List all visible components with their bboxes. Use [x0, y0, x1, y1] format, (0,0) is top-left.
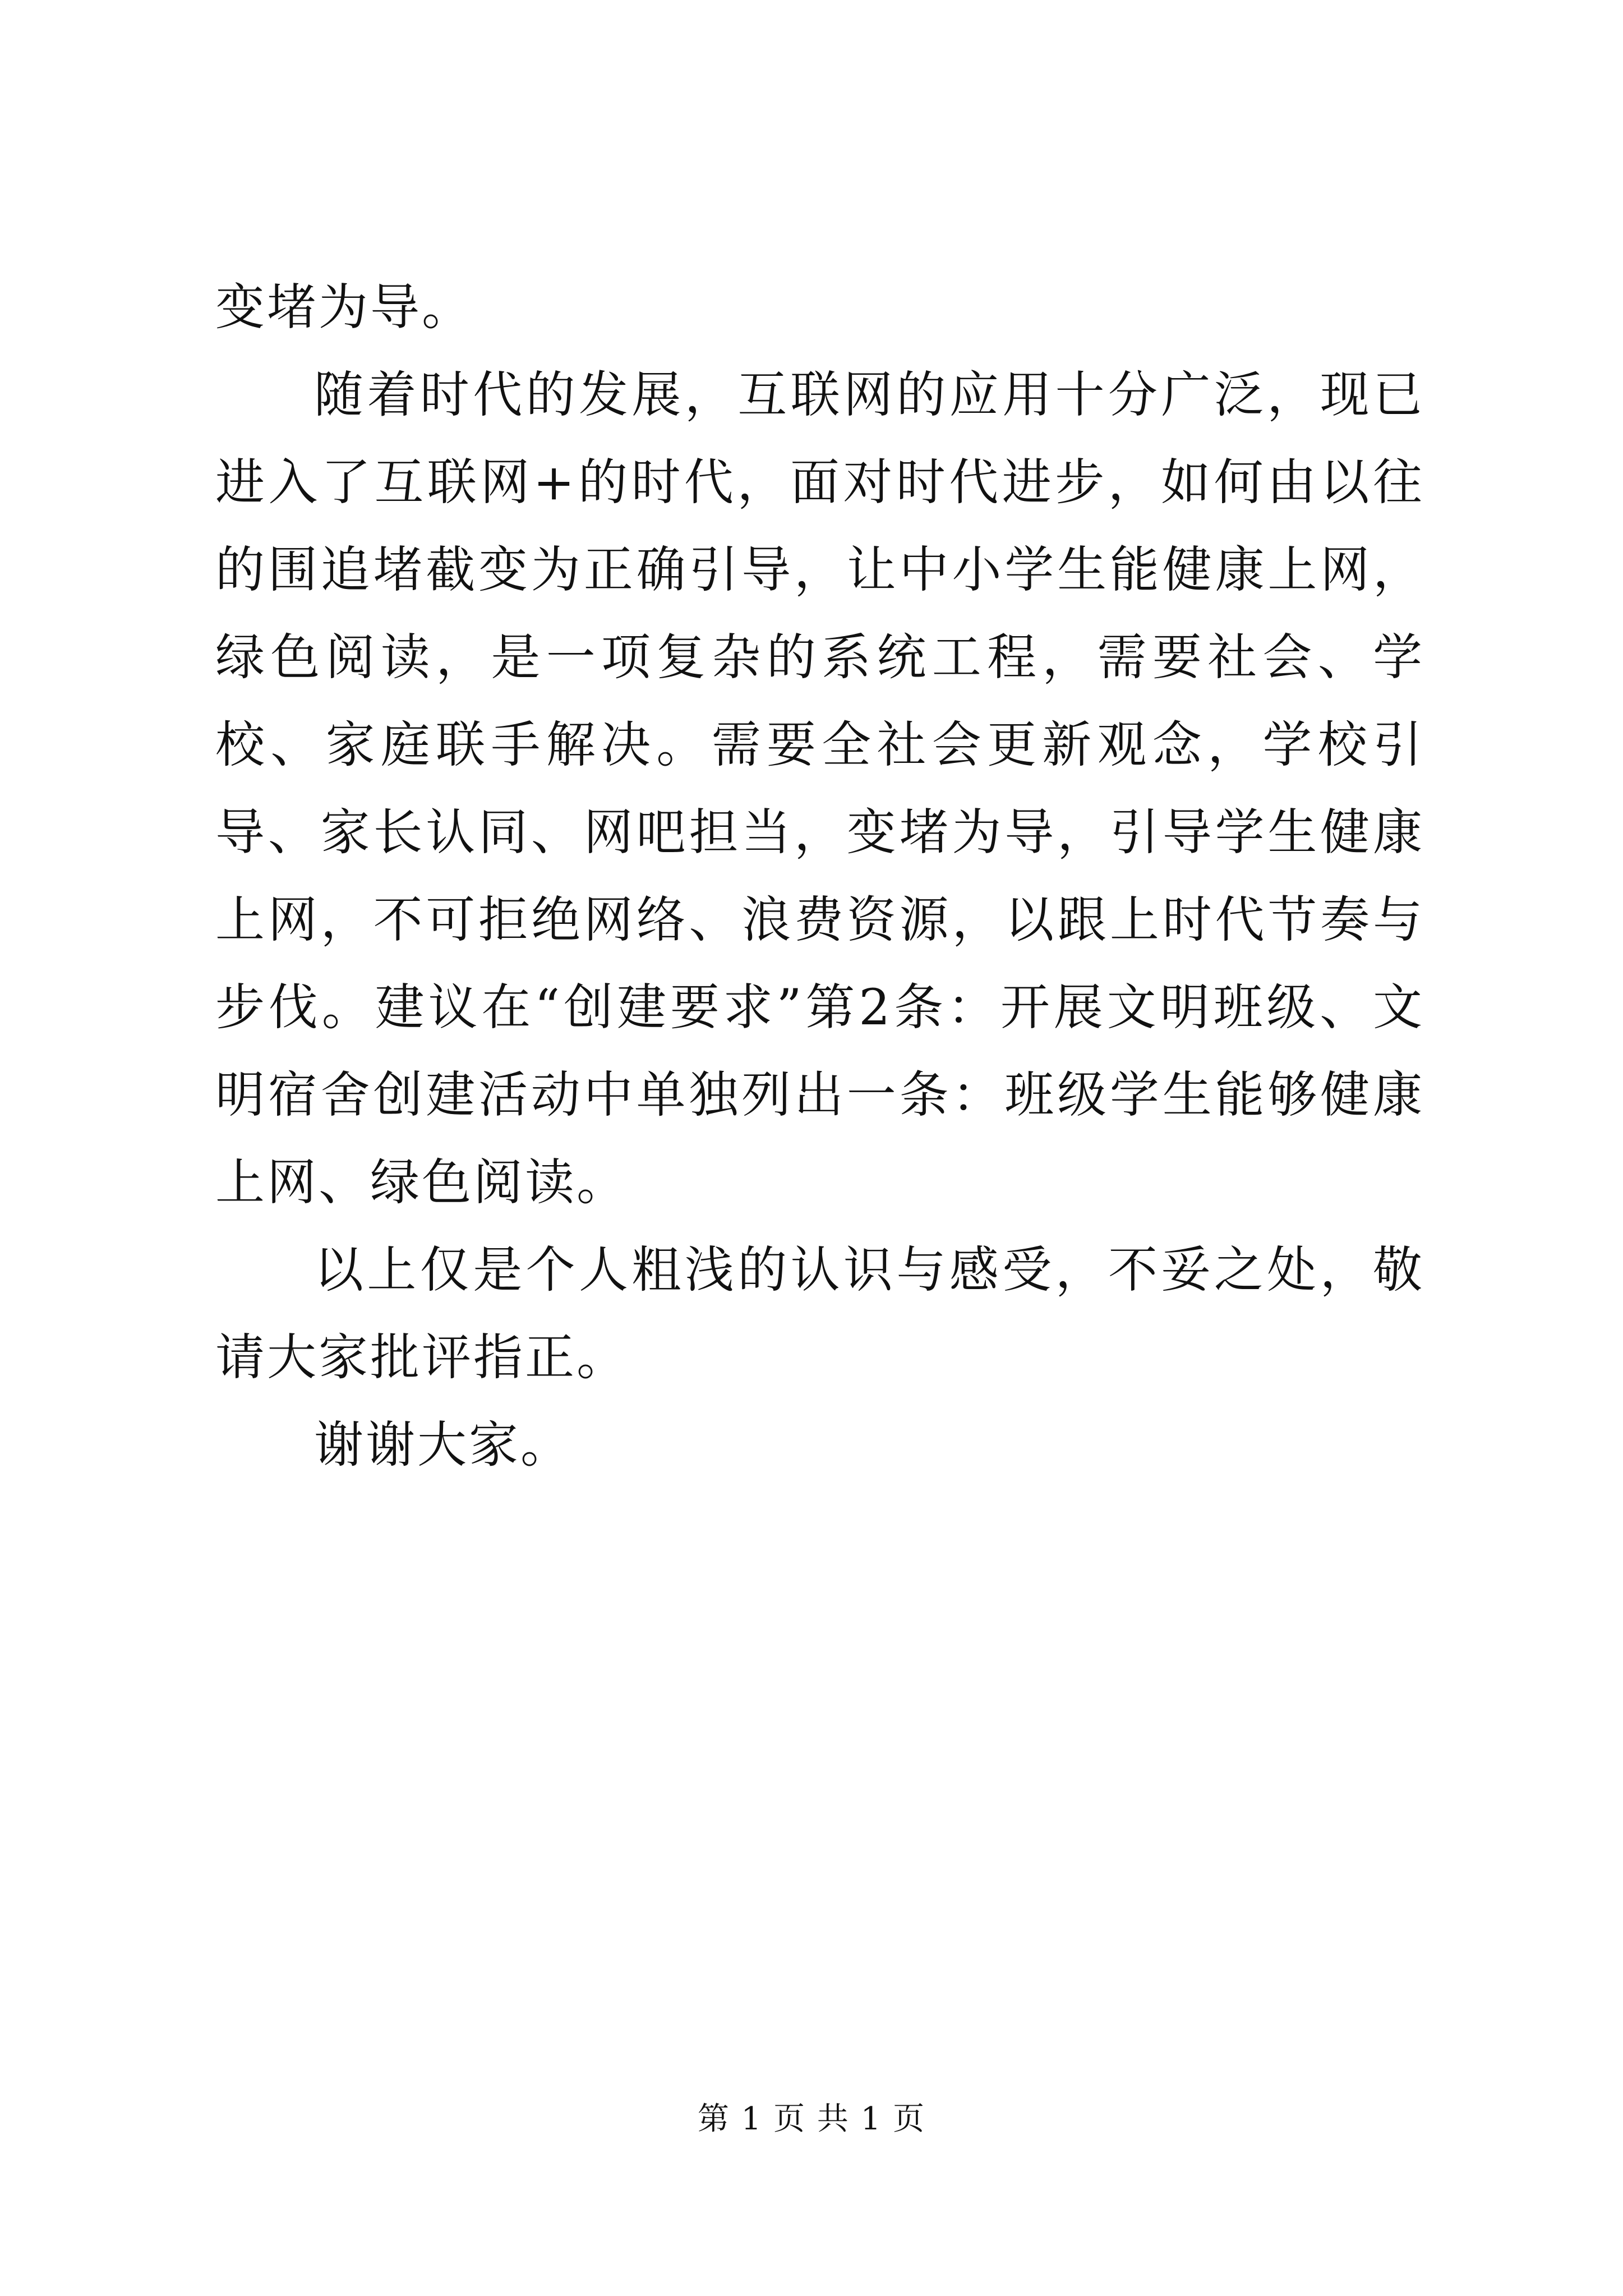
paragraph-thanks: 谢谢大家。: [314, 1416, 573, 1474]
paragraph-internet-guidance: 随着时代的发展，互联网的应用十分广泛，现已进入了互联网+的时代，面对时代进步，如何由以往的围追堵截变为正确引导，让中小学生能健康上网，绿色阅读，是一项复杂的系统工程，需要社会、学校、家庭联手解决。需要全社会更新观念，学校引导、家长认同、网吧担当，变堵为导，引导学生健康上网，不可拒绝网络、浪费资源，以跟上时代节奏与步伐。建议在“创建要求”第2条：开展文明班级、文明宿舍创建活动中单独列出一条：班级学生能够健康上网、绿色阅读。: [215, 366, 1424, 1211]
paragraph-closing-remarks: 以上仅是个人粗浅的认识与感受，不妥之处，敬请大家批评指正。: [215, 1241, 1424, 1386]
page-footer: 第 1 页 共 1 页: [697, 2101, 926, 2137]
paragraph-continuation: 变堵为导。: [215, 278, 474, 336]
document-body: [215, 264, 1424, 1489]
